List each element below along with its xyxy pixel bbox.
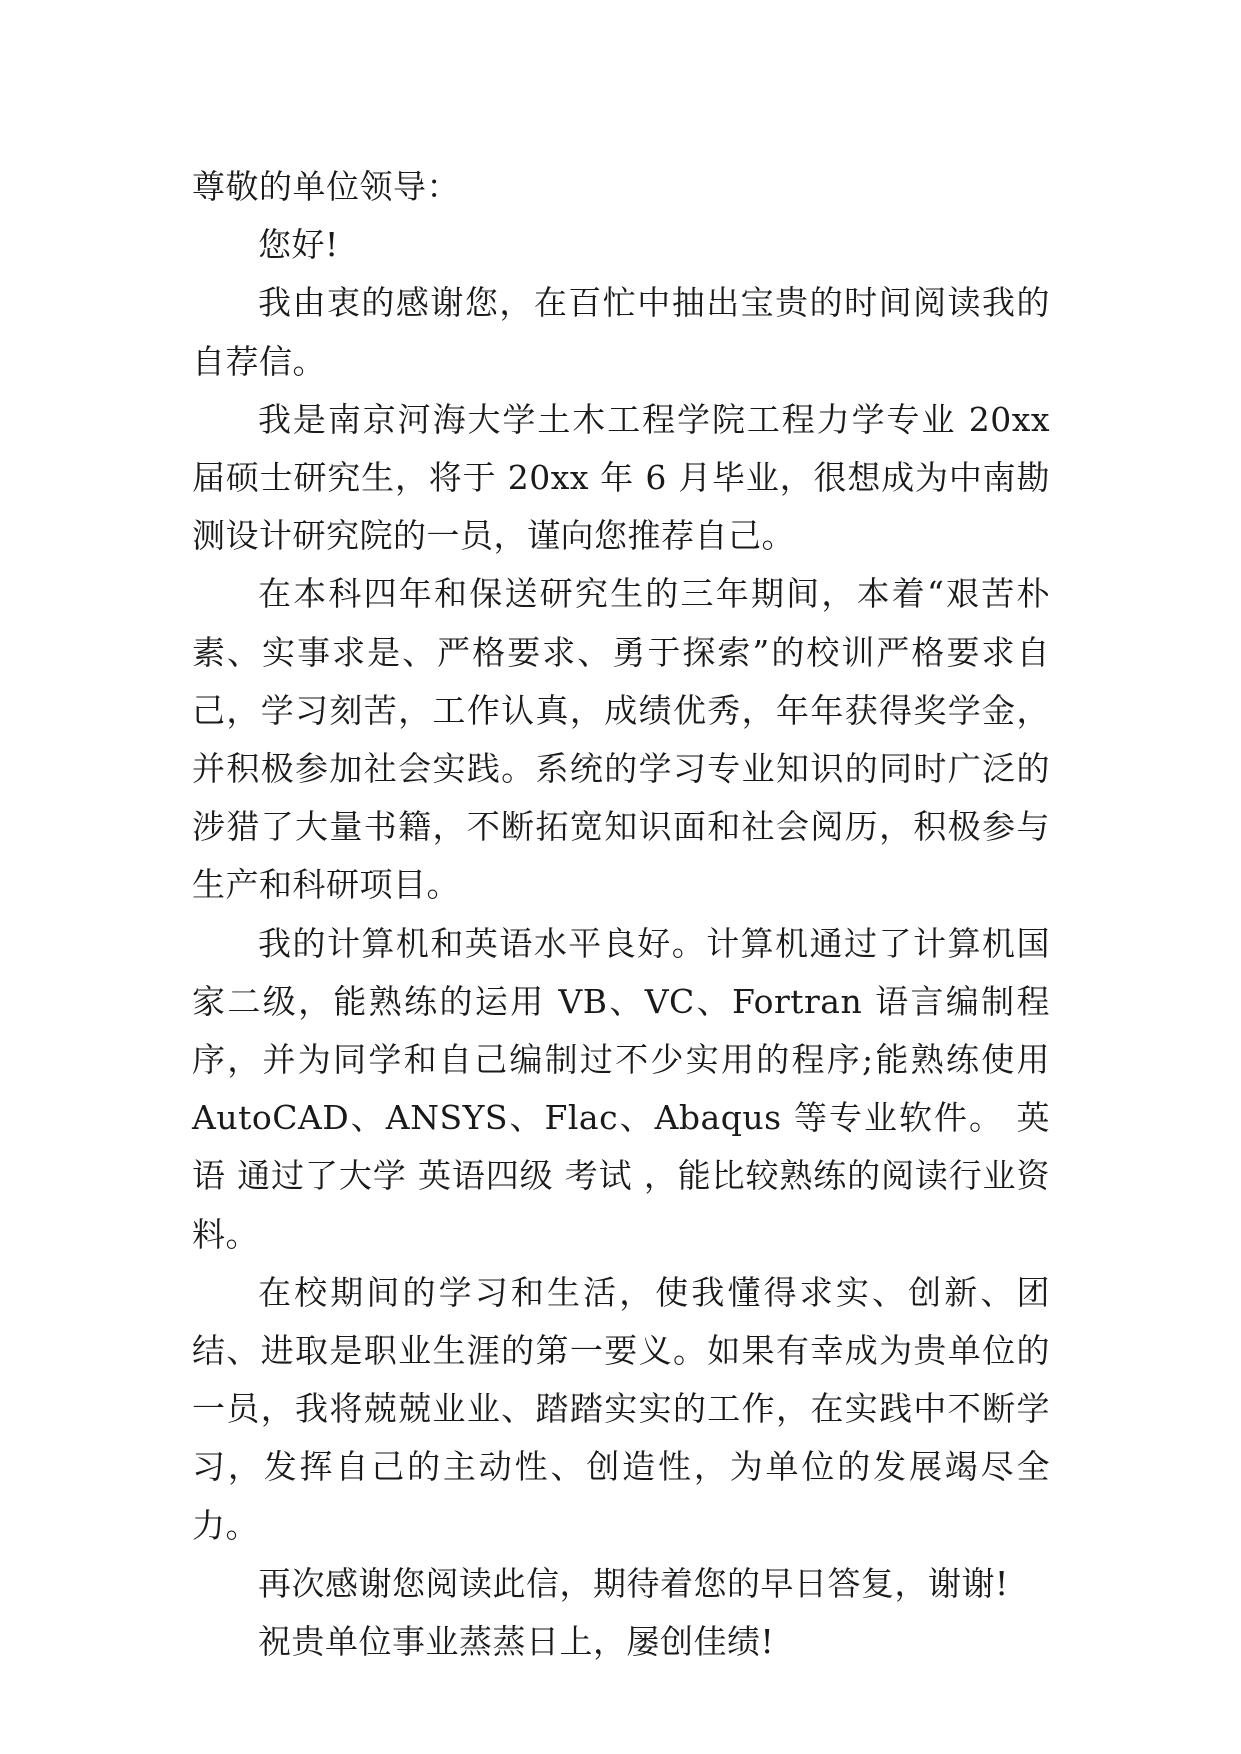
salutation: 尊敬的单位领导： (192, 167, 460, 206)
paragraph-wishes: 祝贵单位事业蒸蒸日上，屡创佳绩! (258, 1622, 775, 1662)
cover-letter-body (192, 158, 1050, 1671)
paragraph-commitment: 在校期间的学习和生活，使我懂得求实、创新、团结、进取是职业生涯的第一要义。如果有幸成为贵单位的一员，我将兢兢业业、踏踏实实的工作，在实践中不断学习，发挥自己的主动性、创造性，为单位的发展竭尽全力。 (192, 1272, 1050, 1545)
paragraph-closing-thanks: 再次感谢您阅读此信，期待着您的早日答复，谢谢! (258, 1563, 1009, 1603)
paragraph-introduction: 我是南京河海大学土木工程学院工程力学专业 20xx 届硕士研究生，将于 20xx 年 6 月毕业，很想成为中南勘测设计研究院的一员，谨向您推荐自己。 (192, 399, 1050, 556)
paragraph-skills: 我的计算机和英语水平良好。计算机通过了计算机国家二级，能熟练的运用 VB、VC、Fortran 语言编制程序，并为同学和自己编制过不少实用的程序;能熟练使用 AutoCAD、ANSYS、Flac、Abaqus 等专业软件。 英语 通过了大学 英语四级 考试 ，能比较熟练的阅读行业资料。 (192, 923, 1050, 1254)
greeting: 您好! (258, 225, 339, 265)
paragraph-study-experience: 在本科四年和保送研究生的三年期间，本着“艰苦朴素、实事求是、严格要求、勇于探索”的校训严格要求自己，学习刻苦，工作认真，成绩优秀，年年获得奖学金，并积极参加社会实践。系统的学习专业知识的同时广泛的涉猎了大量书籍，不断拓宽知识面和社会阅历，积极参与生产和科研项目。 (192, 574, 1050, 905)
paragraph-thanks: 我由衷的感谢您，在百忙中抽出宝贵的时间阅读我的自荐信。 (192, 283, 1050, 381)
